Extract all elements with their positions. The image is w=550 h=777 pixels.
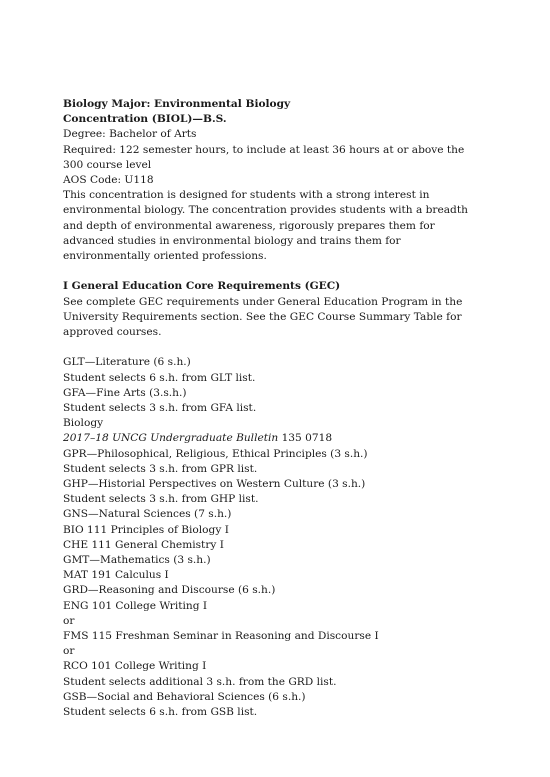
- bulletin-page-number: 135 0718: [278, 432, 333, 445]
- gpr-note: Student selects 3 s.h. from GPR list.: [63, 462, 258, 475]
- ghp-requirement: GHP—Historial Perspectives on Western Culture (3 s.h.): [63, 478, 366, 491]
- aos-code-line: AOS Code: U118: [63, 174, 154, 187]
- gfa-requirement: GFA—Fine Arts (3.s.h.): [63, 386, 187, 399]
- gns-requirement: GNS—Natural Sciences (7 s.h.): [63, 508, 232, 521]
- ghp-note: Student selects 3 s.h. from GHP list.: [63, 493, 259, 506]
- course-bio-111: BIO 111 Principles of Biology I: [63, 523, 229, 536]
- course-mat-191: MAT 191 Calculus I: [63, 569, 169, 582]
- gpr-requirement: GPR—Philosophical, Religious, Ethical Principles (3 s.h.): [63, 447, 368, 460]
- or-separator: or: [63, 645, 75, 658]
- grd-note: Student selects additional 3 s.h. from the GRD list.: [63, 675, 337, 688]
- gec-section-heading: I General Education Core Requirements (GEC): [63, 280, 341, 293]
- program-title-line-1: Biology Major: Environmental Biology: [63, 98, 291, 110]
- program-title-line-2: Concentration (BIOL)—B.S.: [63, 113, 227, 126]
- section-spacer: [63, 340, 483, 355]
- grd-requirement: GRD—Reasoning and Discourse (6 s.h.): [63, 584, 276, 597]
- running-head: Biology: [63, 417, 104, 430]
- glt-note: Student selects 6 s.h. from GLT list.: [63, 371, 256, 384]
- course-che-111: CHE 111 General Chemistry I: [63, 538, 224, 551]
- bulletin-footer: [63, 431, 483, 446]
- glt-requirement: GLT—Literature (6 s.h.): [63, 356, 191, 369]
- bulletin-title: 2017–18 UNCG Undergraduate Bulletin: [63, 432, 279, 445]
- concentration-description: This concentration is designed for students with a strong interest in environmental biology. The concentration provides students with a breadth and depth of environmental awareness, rigorously prepares them for advanced studies in environmental biology and trains them for environmentally oriented professions.: [63, 189, 468, 263]
- course-fms-115: FMS 115 Freshman Seminar in Reasoning and Discourse I: [63, 630, 379, 643]
- course-rco-101: RCO 101 College Writing I: [63, 660, 207, 673]
- course-eng-101: ENG 101 College Writing I: [63, 599, 208, 612]
- gsb-note: Student selects 6 s.h. from GSB list.: [63, 706, 258, 719]
- section-spacer: [63, 264, 483, 279]
- degree-line: Degree: Bachelor of Arts: [63, 128, 197, 141]
- required-hours-paragraph: Required: 122 semester hours, to include at least 36 hours at or above the 300 course level: [63, 143, 465, 171]
- or-separator: or: [63, 614, 75, 627]
- gfa-note: Student selects 3 s.h. from GFA list.: [63, 402, 257, 415]
- gsb-requirement: GSB—Social and Behavioral Sciences (6 s.h.): [63, 690, 306, 703]
- gmt-requirement: GMT—Mathematics (3 s.h.): [63, 554, 211, 567]
- document-body: [63, 97, 483, 720]
- gec-intro-paragraph: See complete GEC requirements under General Education Program in the University Requirements section. See the GEC Course Summary Table for approved courses.: [63, 295, 463, 339]
